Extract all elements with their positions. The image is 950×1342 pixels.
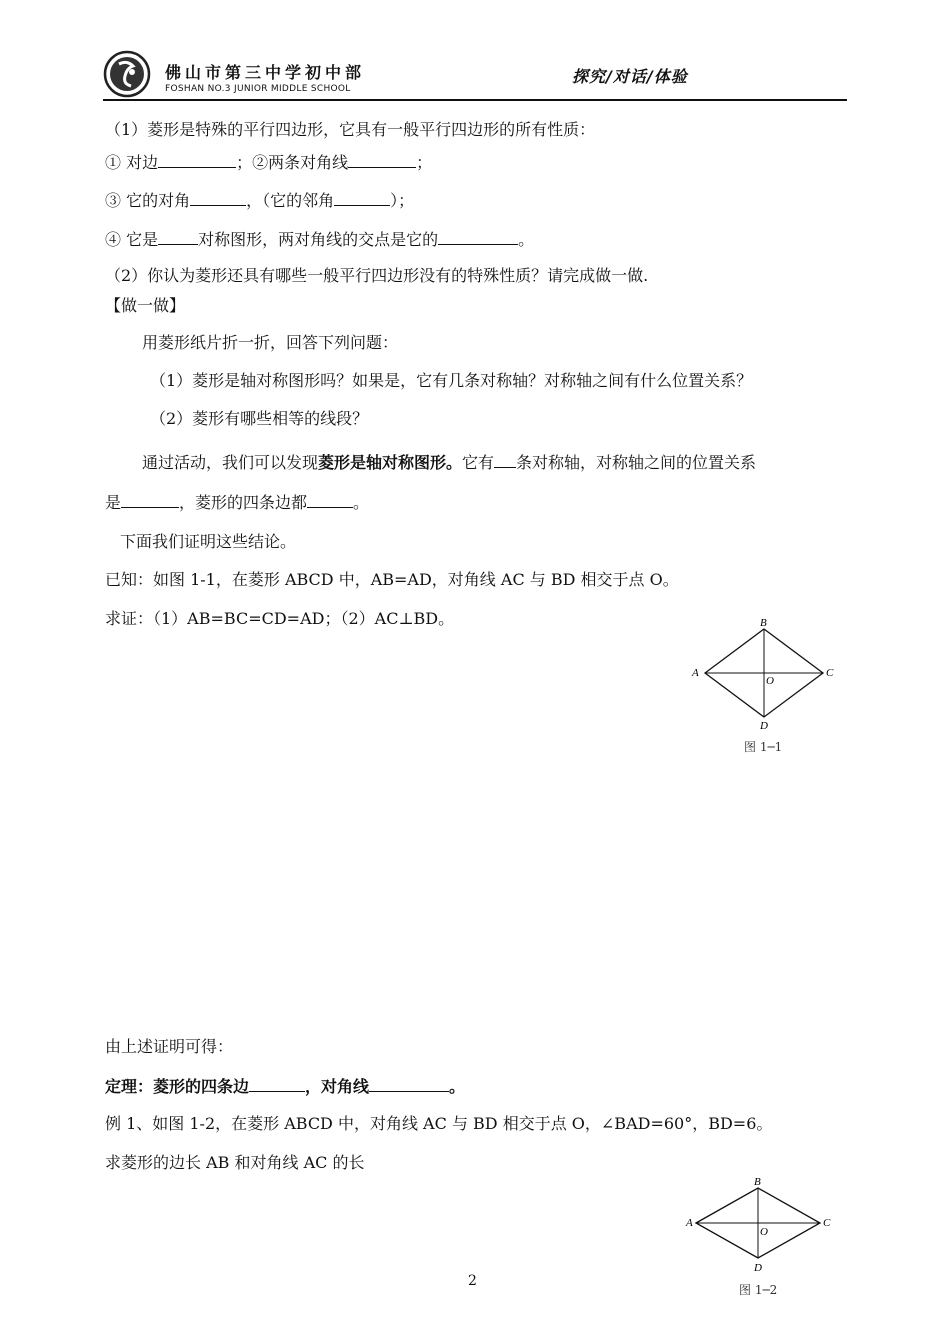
figure-1-caption: 图 1─1 bbox=[744, 740, 783, 754]
punctuation: ）； bbox=[390, 191, 415, 210]
rhombus-figure-1 bbox=[688, 616, 838, 736]
answer-blank[interactable] bbox=[307, 491, 353, 508]
activity-question-2: （2）菱形有哪些相等的线段？ bbox=[150, 409, 369, 428]
finding-text: 。 bbox=[353, 493, 370, 512]
vertex-label-c: C bbox=[823, 1217, 831, 1229]
activity-title: 【做一做】 bbox=[105, 296, 186, 315]
finding-text: 是 bbox=[105, 493, 122, 512]
answer-blank[interactable] bbox=[158, 228, 198, 245]
example-line-2: 求菱形的边长 AB 和对角线 AC 的长 bbox=[105, 1153, 365, 1172]
vertex-label-b: B bbox=[754, 1176, 761, 1188]
property-line-1 bbox=[105, 151, 432, 173]
center-label-o: O bbox=[766, 675, 774, 687]
proof-prove: 求证：（1）AB=BC=CD=AD；（2）AC⊥BD。 bbox=[105, 609, 455, 628]
answer-blank[interactable] bbox=[334, 189, 390, 206]
answer-blank[interactable] bbox=[348, 151, 416, 168]
property-4-label: ④ 它是 bbox=[105, 230, 159, 249]
section1-question-2: （2）你认为菱形还具有哪些一般平行四边形没有的特殊性质？请完成做一做. bbox=[105, 266, 649, 285]
school-name-en: FOSHAN NO.3 JUNIOR MIDDLE SCHOOL bbox=[165, 84, 351, 94]
vertex-label-d: D bbox=[760, 720, 768, 732]
theorem-text: 。 bbox=[449, 1077, 466, 1096]
punctuation: ； bbox=[416, 153, 433, 172]
punctuation: 。 bbox=[518, 230, 535, 249]
activity-instruction: 用菱形纸片折一折，回答下列问题： bbox=[142, 333, 399, 352]
activity-question-1: （1）菱形是轴对称图形吗？如果是，它有几条对称轴？对称轴之间有什么位置关系？ bbox=[150, 371, 753, 390]
vertex-label-a: A bbox=[692, 667, 699, 679]
header-motto: 探究/对话/体验 bbox=[572, 67, 688, 86]
answer-blank[interactable] bbox=[158, 151, 236, 168]
vertex-label-c: C bbox=[826, 667, 834, 679]
vertex-label-d: D bbox=[754, 1262, 762, 1274]
property-3-label: ③ 它的对角 bbox=[105, 191, 191, 210]
vertex-label-b: B bbox=[760, 617, 767, 629]
answer-blank[interactable] bbox=[369, 1075, 449, 1092]
finding-bold-text: 菱形是轴对称图形。 bbox=[318, 453, 463, 472]
finding-text: 条对称轴，对称轴之间的位置关系 bbox=[516, 453, 757, 472]
property-1-label: ① 对边 bbox=[105, 153, 159, 172]
finding-text: 它有 bbox=[462, 453, 495, 472]
adjacent-angle-label: ，（它的邻角 bbox=[246, 191, 335, 210]
finding-text: ，菱形的四条边都 bbox=[179, 493, 308, 512]
example-line-1: 例 1、如图 1-2，在菱形 ABCD 中，对角线 AC 与 BD 相交于点 O，∠BAD=60°，BD=6。 bbox=[105, 1114, 773, 1133]
property-2-label: ；②两条对角线 bbox=[236, 153, 349, 172]
section1-intro: （1）菱形是特殊的平行四边形，它具有一般平行四边形的所有性质： bbox=[105, 120, 596, 139]
answer-blank[interactable] bbox=[121, 491, 179, 508]
activity-finding-2 bbox=[105, 491, 369, 513]
property-line-4 bbox=[105, 228, 534, 250]
center-label-o: O bbox=[760, 1226, 768, 1238]
page-number: 2 bbox=[468, 1273, 477, 1289]
property-line-3 bbox=[105, 189, 414, 211]
finding-text: 通过活动，我们可以发现 bbox=[142, 453, 319, 472]
theorem-statement bbox=[105, 1075, 465, 1097]
conclusion-lead: 由上述证明可得： bbox=[105, 1037, 234, 1056]
proof-lead: 下面我们证明这些结论。 bbox=[120, 532, 297, 551]
figure-2-caption: 图 1─2 bbox=[739, 1283, 778, 1297]
activity-finding bbox=[142, 451, 756, 473]
property-4-text: 对称图形，两对角线的交点是它的 bbox=[198, 230, 439, 249]
theorem-text: ，对角线 bbox=[305, 1077, 370, 1096]
answer-blank[interactable] bbox=[494, 451, 516, 468]
school-logo-icon bbox=[103, 50, 151, 98]
proof-given: 已知：如图 1-1，在菱形 ABCD 中，AB=AD，对角线 AC 与 BD 相交于点 O。 bbox=[105, 570, 679, 589]
school-name-cn: 佛山市第三中学初中部 bbox=[165, 63, 366, 82]
answer-blank[interactable] bbox=[249, 1075, 305, 1092]
theorem-text: 定理：菱形的四条边 bbox=[105, 1077, 250, 1096]
rhombus-figure-2 bbox=[684, 1174, 839, 1276]
vertex-label-a: A bbox=[686, 1217, 693, 1229]
answer-blank[interactable] bbox=[438, 228, 518, 245]
header-divider bbox=[103, 99, 847, 101]
answer-blank[interactable] bbox=[190, 189, 246, 206]
